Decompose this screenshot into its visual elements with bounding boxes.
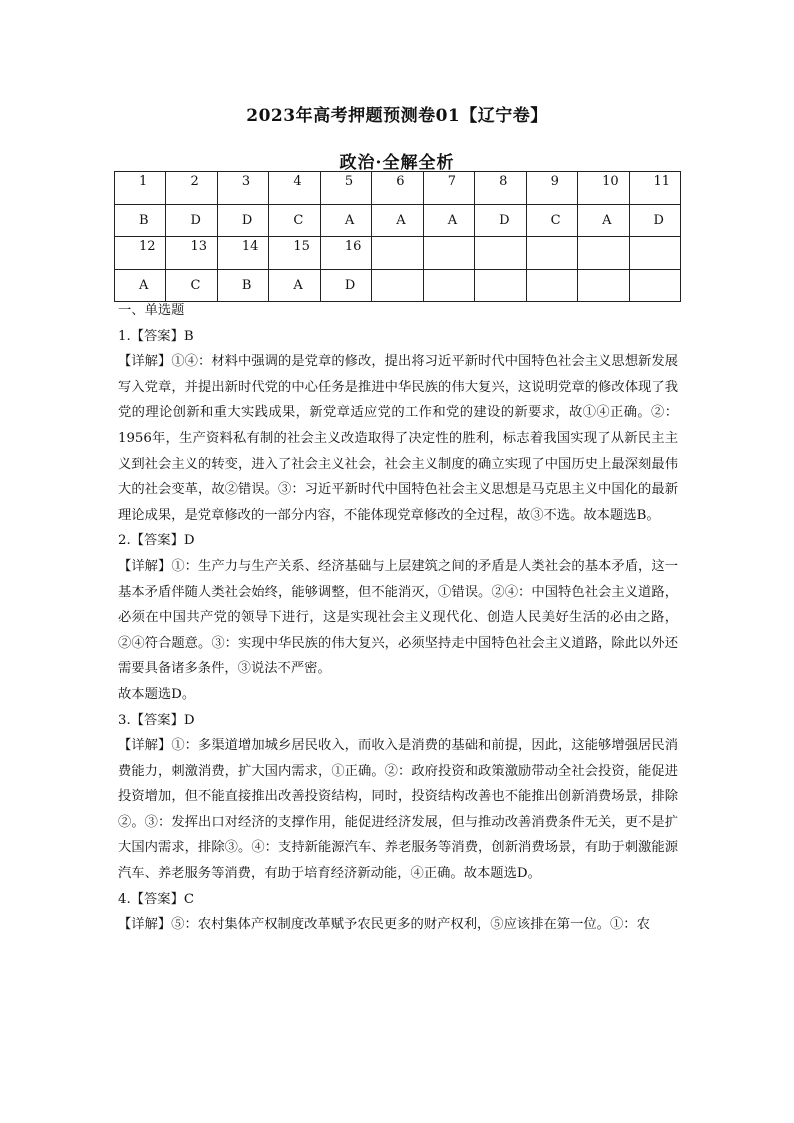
question-number-cell <box>526 237 577 270</box>
answer-key-cell: A <box>115 270 166 302</box>
question-number-cell: 9 <box>526 172 577 205</box>
answer-key-cell: A <box>372 205 423 237</box>
answer-key-cell: B <box>217 270 268 302</box>
question-number-cell: 14 <box>217 237 268 270</box>
answer-key-cell <box>629 270 680 302</box>
page-subtitle: 政治·全解全析 <box>339 153 455 173</box>
page-title: 2023年高考押题预测卷01【辽宁卷】 <box>246 106 548 126</box>
answer-key-cell <box>423 270 474 302</box>
question-number-cell: 7 <box>423 172 474 205</box>
question-number-cell: 13 <box>166 237 217 270</box>
question-number-cell <box>475 237 526 270</box>
question-number-cell: 4 <box>269 172 320 205</box>
answer-key-cell: C <box>269 205 320 237</box>
question-block <box>118 528 678 707</box>
question-number-cell: 12 <box>115 237 166 270</box>
question-number-cell <box>423 237 474 270</box>
section-heading: 一、单选题 <box>118 303 185 318</box>
answer-key-cell: A <box>320 205 371 237</box>
conclusion-text: 故本题选D。 <box>118 686 196 702</box>
question-number-cell: 2 <box>166 172 217 205</box>
question-number-cell: 5 <box>320 172 371 205</box>
question-block <box>118 708 678 887</box>
question-number-cell <box>629 237 680 270</box>
question-number-row <box>115 237 681 270</box>
answer-key-cell: B <box>115 205 166 237</box>
explanation-text: 【详解】①：生产力与生产关系、经济基础与上层建筑之间的矛盾是人类社会的基本矛盾，这一基本矛盾伴随人类社会始终，能够调整，但不能消灭，①错误。②④：中国特色社会主义道路，必须在中国共产党的领导下进行，这是实现社会主义现代化、创造人民美好生活的必由之路，②④符合题意。③：实现中华民族的伟大复兴，必须坚持走中国特色社会主义道路，除此以外还需要具备诸多条件，③说法不严密。 <box>118 558 678 677</box>
question-block <box>118 887 678 938</box>
question-number-row <box>115 172 681 205</box>
answer-line: 2.【答案】D <box>118 533 195 549</box>
explanation-text: 【详解】⑤：农村集体产权制度改革赋予农民更多的财产权利，⑤应该排在第一位。①：农 <box>118 917 650 933</box>
answer-key-cell: D <box>629 205 680 237</box>
answer-key-cell: D <box>217 205 268 237</box>
answer-key-cell: A <box>423 205 474 237</box>
question-number-cell: 6 <box>372 172 423 205</box>
answer-key-cell: C <box>166 270 217 302</box>
question-number-cell: 8 <box>475 172 526 205</box>
answer-explanations <box>118 298 678 938</box>
answer-key-cell: A <box>269 270 320 302</box>
answer-key-cell <box>372 270 423 302</box>
answer-key-cell: D <box>320 270 371 302</box>
question-number-cell <box>578 237 629 270</box>
answer-key-row <box>115 205 681 237</box>
answer-line: 1.【答案】B <box>118 328 194 344</box>
answer-line: 3.【答案】D <box>118 712 195 728</box>
answer-line: 4.【答案】C <box>118 891 195 907</box>
question-number-cell: 11 <box>629 172 680 205</box>
question-block <box>118 324 678 529</box>
answer-key-cell <box>526 270 577 302</box>
question-number-cell: 3 <box>217 172 268 205</box>
answer-table <box>114 171 681 302</box>
answer-key-cell: D <box>166 205 217 237</box>
question-number-cell: 16 <box>320 237 371 270</box>
question-number-cell: 15 <box>269 237 320 270</box>
question-number-cell: 1 <box>115 172 166 205</box>
answer-key-cell: A <box>578 205 629 237</box>
answer-key-cell <box>475 270 526 302</box>
answer-key-cell <box>578 270 629 302</box>
explanation-text: 【详解】①④：材料中强调的是党章的修改，提出将习近平新时代中国特色社会主义思想新发展写入党章，并提出新时代党的中心任务是推进中华民族的伟大复兴，这说明党章的修改体现了我党的理论创新和重大实践成果，新党章适应党的工作和党的建设的新要求，故①④正确。②：1956年，生产资料私有制的社会主义改造取得了决定性的胜利，标志着我国实现了从新民主主义到社会主义的转变，进入了社会主义社会，社会主义制度的确立实现了中国历史上最深刻最伟大的社会变革，故②错误。③：习近平新时代中国特色社会主义思想是马克思主义中国化的最新理论成果，是党章修改的一部分内容，不能体现党章修改的全过程，故③不选。故本题选B。 <box>118 354 678 523</box>
answer-key-cell: C <box>526 205 577 237</box>
answer-key-cell: D <box>475 205 526 237</box>
question-number-cell <box>372 237 423 270</box>
question-number-cell: 10 <box>578 172 629 205</box>
answer-key-row <box>115 270 681 302</box>
explanation-text: 【详解】①：多渠道增加城乡居民收入，而收入是消费的基础和前提，因此，这能够增强居民消费能力，刺激消费，扩大国内需求，①正确。②：政府投资和政策激励带动全社会投资，能促进投资增加，但不能直接推出改善投资结构，同时，投资结构改善也不能推出创新消费场景，排除②。③：发挥出口对经济的支撑作用，能促进经济发展，但与推动改善消费条件无关，更不是扩大国内需求，排除③。④：支持新能源汽车、养老服务等消费，创新消费场景，有助于刺激能源汽车、养老服务等消费，有助于培育经济新动能，④正确。故本题选D。 <box>118 738 678 882</box>
